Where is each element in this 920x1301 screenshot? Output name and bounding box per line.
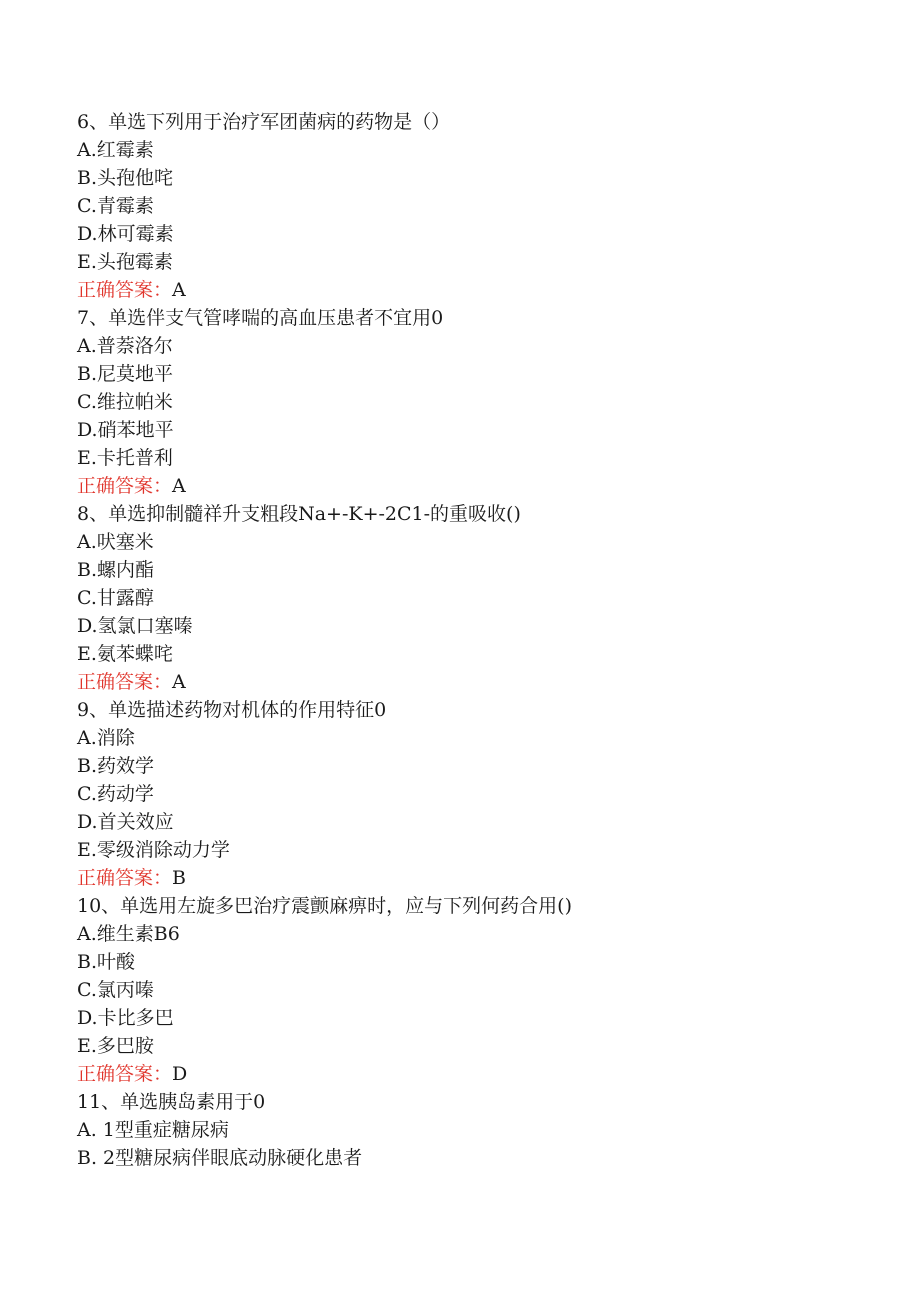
option-e: E.头孢霉素 [77,251,173,273]
option-c: C.维拉帕米 [77,391,173,413]
answer-line [77,864,877,892]
answer-value: A [172,475,186,497]
option-b: B.头孢他咤 [77,167,174,189]
answer-label: 正确答案： [77,475,173,497]
answer-line [77,668,877,696]
answer-label: 正确答案： [77,1063,173,1085]
answer-label: 正确答案： [77,867,173,889]
question-stem: 6、单选下列用于治疗军团菌病的药物是（） [77,111,451,133]
answer-label: 正确答案： [77,671,173,693]
question-stem: 11、单选胰岛素用于0 [77,1091,266,1113]
option-d: D.氢氯口塞嗪 [77,615,193,637]
answer-value: A [172,671,186,693]
option-e: E.氨苯蝶咤 [77,643,173,665]
question-stem: 9、单选描述药物对机体的作用特征0 [77,699,387,721]
answer-value: D [172,1063,188,1085]
answer-value: A [172,279,186,301]
option-c: C.青霉素 [77,195,154,217]
option-d: D.卡比多巴 [77,1007,174,1029]
option-c: C.药动学 [77,783,154,805]
option-d: D.首关效应 [77,811,174,833]
question-stem: 7、单选伴支气管哮喘的高血压患者不宜用0 [77,307,444,329]
option-b: B. 2型糖尿病伴眼底动脉硬化患者 [77,1147,363,1169]
question-list [77,108,877,1172]
answer-line [77,1060,877,1088]
answer-line [77,276,877,304]
question-stem: 10、单选用左旋多巴治疗震颤麻痹时，应与下列何药合用() [77,895,573,917]
option-d: D.硝苯地平 [77,419,174,441]
option-a: A.维生素B6 [77,923,180,945]
option-a: A.吠塞米 [77,531,154,553]
option-c: C.氯丙嗪 [77,979,154,1001]
option-a: A.红霉素 [77,139,154,161]
option-b: B.尼莫地平 [77,363,174,385]
option-a: A.普萘洛尔 [77,335,173,357]
option-b: B.叶酸 [77,951,136,973]
option-a: A.消除 [77,727,135,749]
option-a: A. 1型重症糖尿病 [77,1119,229,1141]
option-b: B.螺内酯 [77,559,155,581]
answer-value: B [172,867,186,889]
question-stem: 8、单选抑制髓祥升支粗段Na+-K+-2C1-的重吸收() [77,503,521,525]
option-b: B.药效学 [77,755,155,777]
option-c: C.甘露醇 [77,587,154,609]
option-e: E.零级消除动力学 [77,839,230,861]
answer-label: 正确答案： [77,279,173,301]
answer-line [77,472,877,500]
option-d: D.林可霉素 [77,223,174,245]
option-e: E.卡托普利 [77,447,173,469]
option-e: E.多巴胺 [77,1035,154,1057]
